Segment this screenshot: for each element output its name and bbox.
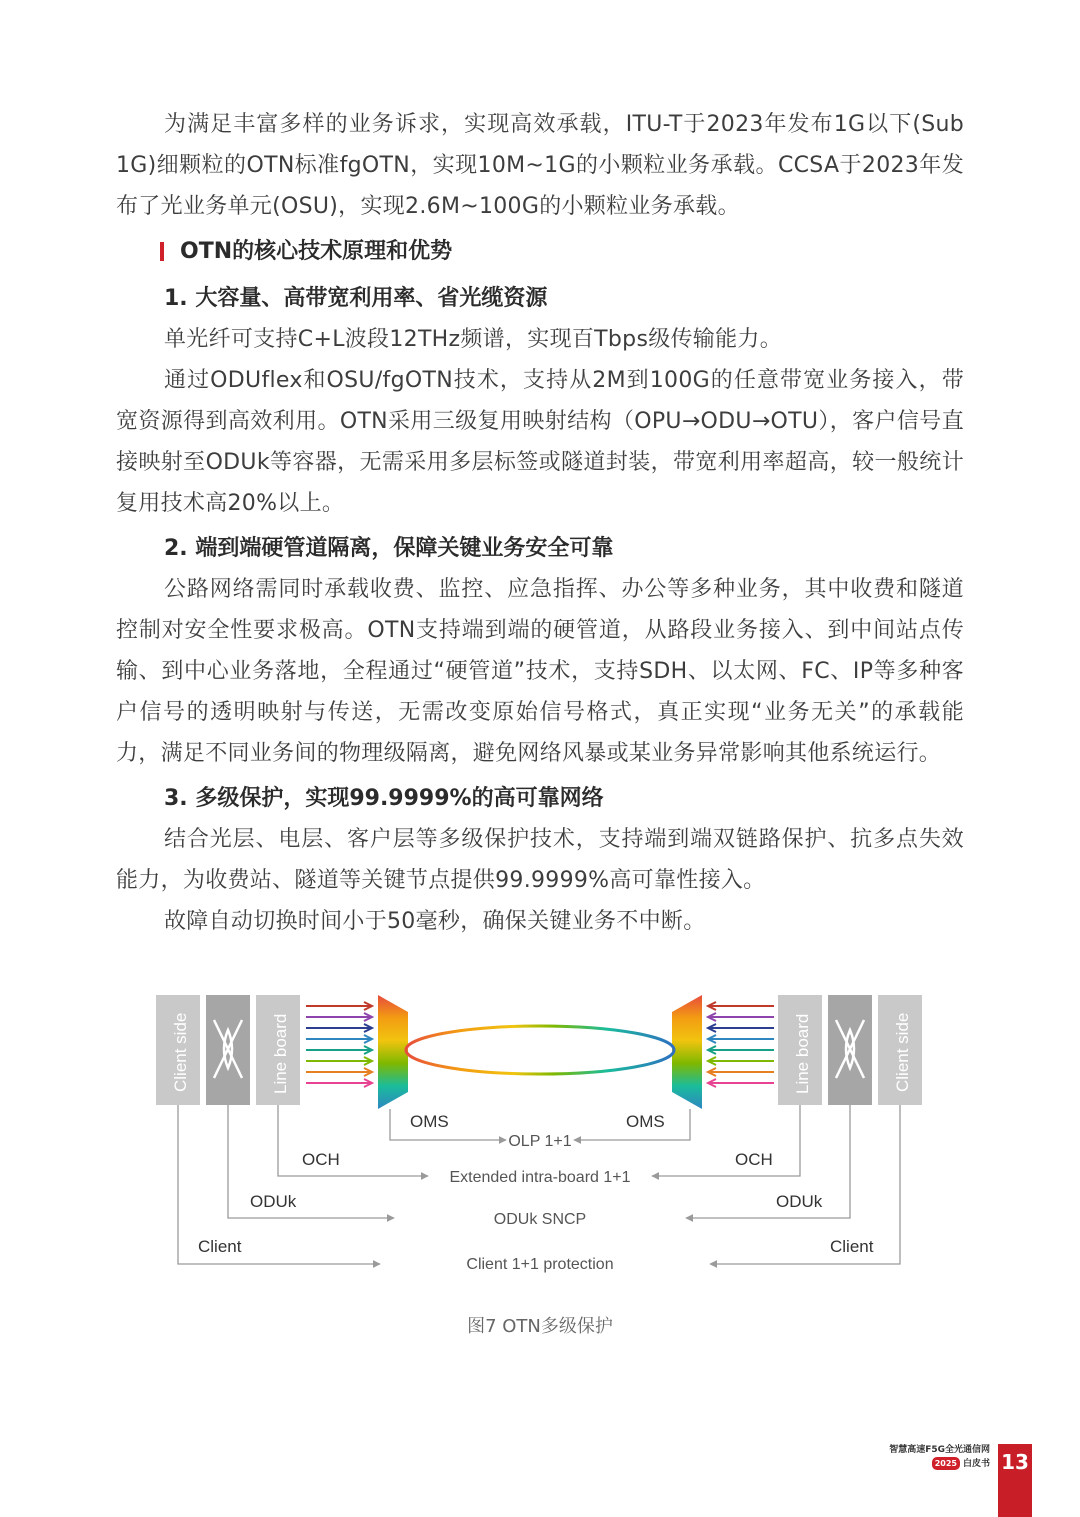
article-body <box>116 104 964 942</box>
wavelength-arrow <box>306 1024 372 1032</box>
otn-protection-diagram <box>150 990 930 1280</box>
wavelength-arrow <box>306 1002 372 1010</box>
oduk-label-left: ODUk <box>250 1192 297 1211</box>
wavelength-arrow <box>306 1035 372 1043</box>
line-board-label-left: Line board <box>271 1013 290 1094</box>
section-marker <box>160 242 164 261</box>
extended-protection-label: Extended intra-board 1+1 <box>449 1169 631 1186</box>
wavelength-arrow <box>708 1046 774 1054</box>
och-label-right: OCH <box>735 1150 773 1169</box>
fiber-ring <box>406 1026 674 1074</box>
wavelength-arrow <box>708 1013 774 1021</box>
figure-caption: 图7 OTN多级保护 <box>467 1316 613 1337</box>
client-label-left: Client <box>198 1237 242 1256</box>
wavelength-arrow <box>708 1079 774 1087</box>
paragraph-fgotn: 为满足丰富多样的业务诉求，实现高效承载，ITU-T于2023年发布1G以下(Sub 1G)细颗粒的OTN标准fgOTN，实现10M~1G的小颗粒业务承载。CCSA于2023年发布了光业务单元(OSU)，实现2.6M~100G的小颗粒业务承载。 <box>116 112 964 219</box>
oduk-label-right: ODUk <box>776 1192 823 1211</box>
paragraph-switchover: 故障自动切换时间小于50毫秒，确保关键业务不中断。 <box>164 909 706 934</box>
wavelength-arrow <box>708 1024 774 1032</box>
footer-brand <box>889 1444 990 1471</box>
paragraph-hard-pipe: 公路网络需同时承载收费、监控、应急指挥、办公等多种业务，其中收费和隧道控制对安全性要求极高。OTN支持端到端的硬管道，从路段业务接入、到中间站点传输、到中心业务落地，全程通过“硬管道”技术，支持SDH、以太网、FC、IP等多种客户信号的透明映射与传送，无需改变原始信号格式，真正实现“业务无关”的承载能力，满足不同业务间的物理级隔离，避免网络风暴或某业务异常影响其他系统运行。 <box>116 577 964 766</box>
wavelength-arrow <box>306 1079 372 1087</box>
wavelength-arrows-right <box>708 1002 774 1087</box>
olp-label: OLP 1+1 <box>508 1133 572 1150</box>
footer-brand-sub <box>889 1457 990 1471</box>
client-side-label-right: Client side <box>893 1012 912 1092</box>
paragraph-oduflex: 通过ODUflex和OSU/fgOTN技术，支持从2M到100G的任意带宽业务接入，带宽资源得到高效利用。OTN采用三级复用映射结构（OPU→ODU→OTU），客户信号直接映射至ODUk等容器，无需采用多层标签或隧道封装，带宽利用率超高，较一般统计复用技术高20%以上。 <box>116 368 964 516</box>
footer-year-badge: 2025 <box>932 1457 960 1470</box>
wavelength-arrows-left <box>306 1002 372 1087</box>
client-label-right: Client <box>830 1237 874 1256</box>
paragraph-protection: 结合光层、电层、客户层等多级保护技术，支持端到端双链路保护、抗多点失效能力，为收费站、隧道等关键节点提供99.9999%高可靠性接入。 <box>116 827 964 893</box>
multiplexer-right <box>672 995 702 1109</box>
wavelength-arrow <box>708 1002 774 1010</box>
wavelength-arrow <box>306 1068 372 1076</box>
subheading-3: 3. 多级保护，实现99.9999%的高可靠网络 <box>164 786 604 811</box>
wavelength-arrow <box>306 1013 372 1021</box>
wavelength-arrow <box>306 1057 372 1065</box>
subheading-1: 1. 大容量、高带宽利用率、省光缆资源 <box>164 286 548 311</box>
och-label-left: OCH <box>302 1150 340 1169</box>
oduk-sncp-label: ODUk SNCP <box>493 1211 587 1228</box>
client-side-label-left: Client side <box>171 1012 190 1092</box>
paragraph-spectrum: 单光纤可支持C+L波段12THz频谱，实现百Tbps级传输能力。 <box>164 327 783 352</box>
oms-label-left: OMS <box>410 1112 449 1131</box>
footer-brand-title: 智慧高速F5G全光通信网 <box>889 1445 990 1455</box>
section-heading <box>160 231 964 272</box>
wavelength-arrow <box>708 1068 774 1076</box>
wavelength-arrow <box>708 1057 774 1065</box>
client-protection-label: Client 1+1 protection <box>466 1256 614 1273</box>
wavelength-arrow <box>708 1035 774 1043</box>
subheading-2: 2. 端到端硬管道隔离，保障关键业务安全可靠 <box>164 536 614 561</box>
page-number: 13 <box>998 1444 1032 1517</box>
multiplexer-left <box>378 995 408 1109</box>
section-heading-text: OTN的核心技术原理和优势 <box>180 239 453 264</box>
oms-label-right: OMS <box>626 1112 665 1131</box>
footer-doc-type: 白皮书 <box>962 1459 990 1469</box>
wavelength-arrow <box>306 1046 372 1054</box>
line-board-label-right: Line board <box>793 1013 812 1094</box>
